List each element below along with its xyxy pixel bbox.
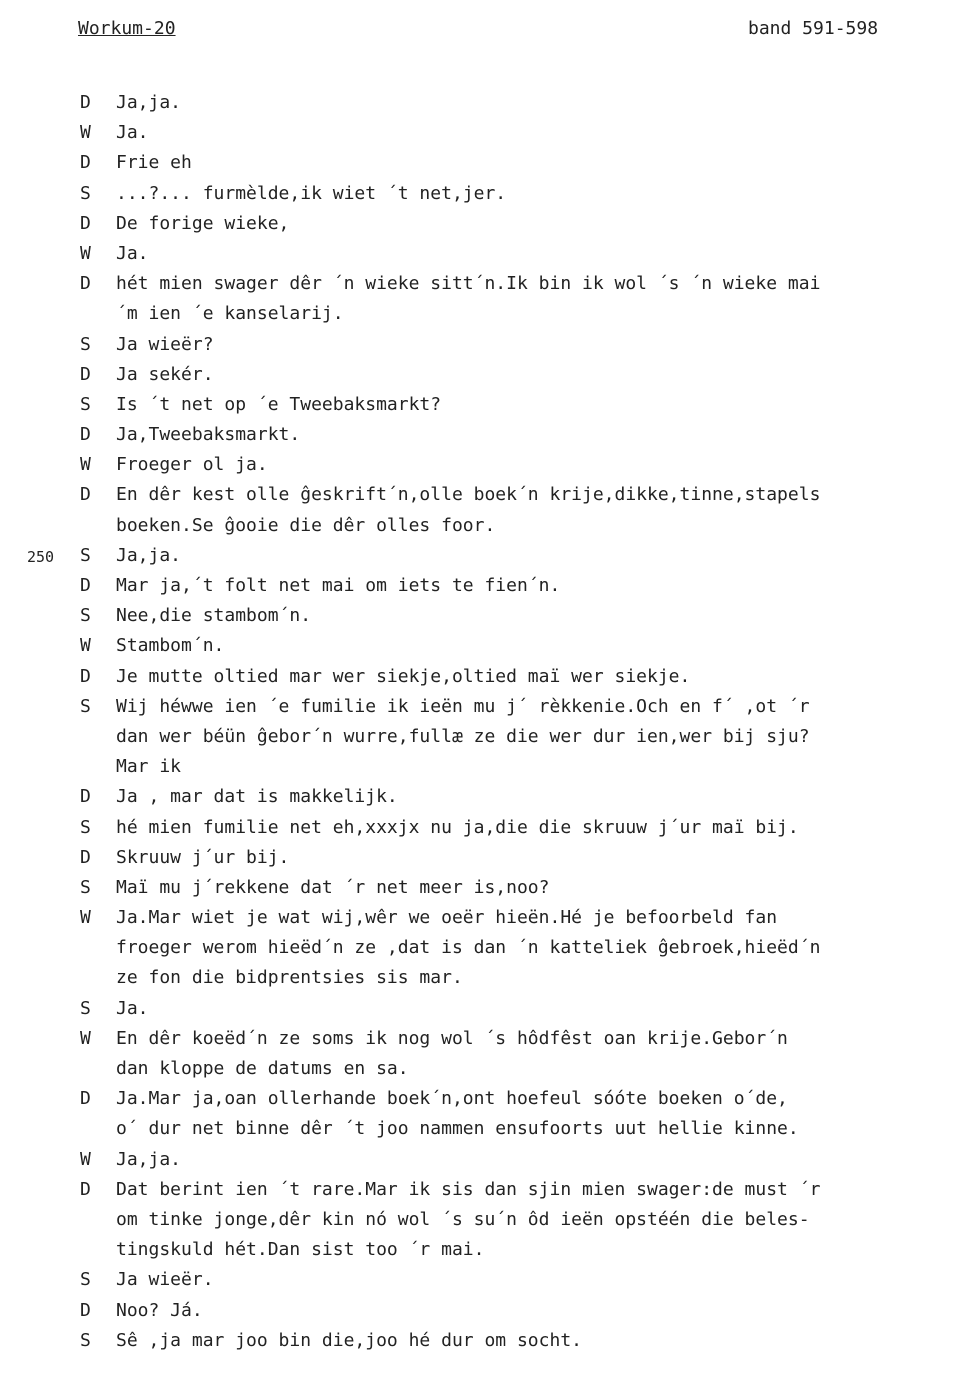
transcript-line bbox=[0, 994, 973, 1024]
utterance-text: Ja.Mar ja,oan ollerhande boek´n,ont hoefeul sóóte boeken o´de, bbox=[116, 1088, 788, 1110]
utterance-text: dan wer béün ĝebor´n wurre,fullæ ze die wer dur ien,wer bij sju? bbox=[116, 725, 810, 747]
transcript-line bbox=[0, 480, 973, 510]
transcript-lines bbox=[0, 88, 973, 1356]
utterance-text: Ja,Tweebaksmarkt. bbox=[116, 424, 301, 446]
transcript-line bbox=[0, 782, 973, 812]
utterance-text: Froeger ol ja. bbox=[116, 454, 268, 476]
transcript-line bbox=[0, 662, 973, 692]
utterance-text: tingskuld hét.Dan sist too ´r mai. bbox=[116, 1239, 485, 1261]
utterance-text: o´ dur net binne dêr ´t joo nammen ensufoorts uut hellie kinne. bbox=[116, 1118, 799, 1140]
utterance-text: hét mien swager dêr ´n wieke sitt´n.Ik bin ik wol ´s ´n wieke mai bbox=[116, 273, 821, 295]
line-number-marker: 250 bbox=[27, 547, 55, 566]
speaker-label: S bbox=[80, 605, 91, 627]
utterance-text: froeger werom hieëd´n ze ,dat is dan ´n katteliek ĝebroek,hieëd´n bbox=[116, 937, 821, 959]
speaker-label: D bbox=[80, 92, 91, 113]
utterance-text: Wij héwwe ien ´e fumilie ik ieën mu j´ rèkkenie.Och en f´ ,ot ´r bbox=[116, 695, 810, 717]
speaker-label: S bbox=[80, 182, 91, 204]
utterance-text: Skruuw j´ur bij. bbox=[116, 846, 290, 868]
utterance-text: Ja wieër? bbox=[116, 333, 214, 355]
speaker-label: D bbox=[80, 484, 91, 506]
transcript-line bbox=[0, 1205, 973, 1235]
utterance-text: Is ´t net op ´e Tweebaksmarkt? bbox=[116, 393, 442, 415]
speaker-label: D bbox=[80, 1178, 91, 1200]
transcript-line bbox=[0, 933, 973, 963]
speaker-label: S bbox=[80, 997, 91, 1019]
transcript-line bbox=[0, 360, 973, 390]
utterance-text: Stambom´n. bbox=[116, 635, 225, 657]
transcript-line bbox=[0, 450, 973, 480]
transcript-line bbox=[0, 903, 973, 933]
utterance-text: Dat berint ien ´t rare.Mar ik sis dan sjin mien swager:de must ´r bbox=[116, 1178, 821, 1200]
speaker-label: W bbox=[80, 635, 91, 657]
utterance-text: Ja sekér. bbox=[116, 363, 214, 385]
transcript-line bbox=[0, 1235, 973, 1265]
transcript-line bbox=[0, 1084, 973, 1114]
transcript-line bbox=[0, 1175, 973, 1205]
utterance-text: Ja,ja. bbox=[116, 1148, 182, 1170]
utterance-text: Ja.Mar wiet je wat wij,wêr we oeër hieën.Hé je befoorbeld fan bbox=[116, 907, 778, 929]
utterance-text: Mar ik bbox=[116, 756, 182, 778]
transcript-line bbox=[0, 601, 973, 631]
transcript-line bbox=[0, 118, 973, 148]
speaker-label: S bbox=[80, 1329, 91, 1351]
transcript-line bbox=[0, 179, 973, 209]
transcript-line bbox=[0, 843, 973, 873]
speaker-label: S bbox=[80, 695, 91, 717]
speaker-label: S bbox=[80, 393, 91, 415]
speaker-label: D bbox=[80, 1088, 91, 1110]
utterance-text: Ja,ja. bbox=[116, 92, 182, 113]
transcript-line bbox=[0, 813, 973, 843]
speaker-label: S bbox=[80, 876, 91, 898]
transcript-line bbox=[0, 269, 973, 299]
transcript-line bbox=[0, 1296, 973, 1326]
utterance-text: En dêr koeëd´n ze soms ik nog wol ´s hôdfêst oan krije.Gebor´n bbox=[116, 1027, 788, 1049]
speaker-label: W bbox=[80, 1148, 91, 1170]
transcript-line bbox=[0, 752, 973, 782]
utterance-text: Ja wieër. bbox=[116, 1269, 214, 1291]
transcript-line bbox=[0, 1145, 973, 1175]
transcript-line bbox=[0, 1265, 973, 1295]
transcript-line bbox=[0, 1114, 973, 1144]
speaker-label: D bbox=[80, 1299, 91, 1321]
page-header-band: band 591-598 bbox=[748, 18, 879, 39]
utterance-text: Noo? Já. bbox=[116, 1299, 203, 1321]
utterance-text: ze fon die bidprentsies sis mar. bbox=[116, 967, 463, 989]
transcript-line bbox=[0, 239, 973, 269]
transcript-line bbox=[0, 88, 973, 118]
transcript-line bbox=[0, 1054, 973, 1084]
utterance-text: De forige wieke, bbox=[116, 212, 290, 234]
speaker-label: D bbox=[80, 665, 91, 687]
transcript-line bbox=[0, 420, 973, 450]
speaker-label: W bbox=[80, 242, 91, 264]
speaker-label: W bbox=[80, 1027, 91, 1049]
utterance-text: boeken.Se ĝooie die dêr olles foor. bbox=[116, 514, 496, 536]
speaker-label: D bbox=[80, 152, 91, 174]
transcript-line bbox=[0, 963, 973, 993]
utterance-text: hé mien fumilie net eh,xxxjx nu ja,die die skruuw j´ur maï bij. bbox=[116, 816, 799, 838]
utterance-text: ´m ien ´e kanselarij. bbox=[116, 303, 344, 325]
utterance-text: Mar ja,´t folt net mai om iets te fien´n. bbox=[116, 575, 561, 596]
speaker-label: D bbox=[80, 786, 91, 808]
transcript-line bbox=[0, 873, 973, 903]
speaker-label: D bbox=[80, 273, 91, 295]
speaker-label: W bbox=[80, 122, 91, 144]
transcript-line bbox=[0, 692, 973, 722]
utterance-text: Frie eh bbox=[116, 152, 192, 174]
transcript-line bbox=[0, 299, 973, 329]
speaker-label: W bbox=[80, 454, 91, 476]
utterance-text: om tinke jonge,dêr kin nó wol ´s su´n ôd ieën opstéén die beles- bbox=[116, 1208, 810, 1230]
utterance-text: Ja , mar dat is makkelijk. bbox=[116, 786, 398, 808]
utterance-text: Ja. bbox=[116, 997, 149, 1019]
utterance-text: En dêr kest olle ĝeskrift´n,olle boek´n krije,dikke,tinne,stapels bbox=[116, 484, 821, 506]
speaker-label: D bbox=[80, 846, 91, 868]
speaker-label: D bbox=[80, 575, 91, 596]
utterance-text: ...?... furmèlde,ik wiet ´t net,jer. bbox=[116, 182, 507, 204]
speaker-label: W bbox=[80, 907, 91, 929]
utterance-text: Sê ,ja mar joo bin die,joo hé dur om socht. bbox=[116, 1329, 582, 1351]
utterance-text: Ja. bbox=[116, 122, 149, 144]
transcript-line bbox=[0, 571, 973, 601]
page-header-title: Workum-20 bbox=[78, 18, 176, 39]
transcript-line bbox=[0, 390, 973, 420]
transcript-line bbox=[0, 631, 973, 661]
transcript-line bbox=[0, 1326, 973, 1356]
utterance-text: Ja. bbox=[116, 242, 149, 264]
transcript-line bbox=[0, 722, 973, 752]
transcript-line bbox=[0, 541, 973, 571]
utterance-text: Nee,die stambom´n. bbox=[116, 605, 312, 627]
speaker-label: S bbox=[80, 544, 91, 566]
utterance-text: Ja,ja. bbox=[116, 544, 182, 566]
transcript-line bbox=[0, 511, 973, 541]
speaker-label: S bbox=[80, 333, 91, 355]
transcript-line bbox=[0, 1024, 973, 1054]
speaker-label: D bbox=[80, 363, 91, 385]
utterance-text: dan kloppe de datums en sa. bbox=[116, 1058, 409, 1079]
transcript-line bbox=[0, 330, 973, 360]
utterance-text: Je mutte oltied mar wer siekje,oltied maï wer siekje. bbox=[116, 665, 691, 687]
speaker-label: S bbox=[80, 816, 91, 838]
transcript-line bbox=[0, 209, 973, 239]
utterance-text: Maï mu j´rekkene dat ´r net meer is,noo? bbox=[116, 876, 550, 898]
speaker-label: D bbox=[80, 424, 91, 446]
speaker-label: S bbox=[80, 1269, 91, 1291]
speaker-label: D bbox=[80, 212, 91, 234]
transcript-line bbox=[0, 148, 973, 178]
